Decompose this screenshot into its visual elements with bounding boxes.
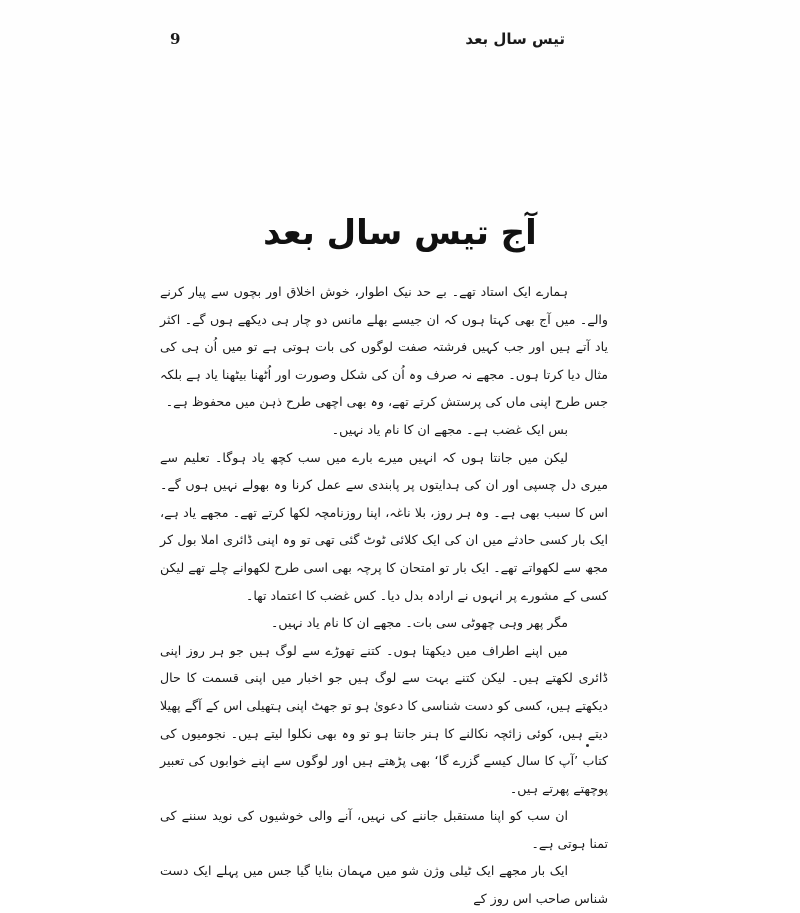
chapter-title: آج تیس سال بعد xyxy=(263,212,537,253)
running-header xyxy=(170,30,610,54)
scan-speck xyxy=(586,744,589,747)
page-number: 9 xyxy=(170,30,181,48)
paragraph: لیکن میں جانتا ہوں کہ انہیں میرے بارے میں سب کچھ یاد ہوگا۔ تعلیم سے میری دل چسپی اور ان کی ہدایتوں پر پابندی سے عمل کرنا وہ بھولے نہیں ہوں گے۔ اس کا سبب بھی ہے۔ وہ ہر روز، بلا ناغہ، اپنا روزنامچہ لکھا کرتے تھے۔ مجھے یاد ہے، ایک بار کسی حادثے میں ان کی ایک کلائی ٹوٹ گئی تھی تو وہ اپنی ڈائری املا بول کر مجھ سے لکھواتے تھے۔ ایک بار تو امتحان کا پرچہ بھی اسی طرح لکھوانے چلے تھے لیکن کسی کے مشورے پر انہوں نے ارادہ بدل دیا۔ کس غضب کا اعتماد تھا۔ xyxy=(160,449,608,603)
paragraph: مگر پھر وہی چھوٹی سی بات۔ مجھے ان کا نام یاد نہیں۔ xyxy=(270,615,568,631)
running-title: تیس سال بعد xyxy=(465,30,565,48)
paragraph: ہمارے ایک استاد تھے۔ بے حد نیک اطوار، خوش اخلاق اور بچوں سے پیار کرنے والے۔ میں آج بھی کہتا ہوں کہ ان جیسے بھلے مانس دو چار ہی دیکھے ہوں گے۔ اکثر یاد آتے ہیں اور جب کہیں فرشتہ صفت لوگوں کی بات ہوتی ہے تو میں اُن ہی کی مثال دیا کرتا ہوں۔ مجھے نہ صرف وہ اُن کی شکل وصورت اور اُٹھنا بیٹھنا یاد ہے بلکہ جس طرح اپنی ماں کی پرستش کرتے تھے، وہ بھی اچھی طرح ذہن میں محفوظ ہے۔ xyxy=(160,284,608,410)
paragraph: میں اپنے اطراف میں دیکھتا ہوں۔ کتنے تھوڑے سے لوگ ہیں جو ہر روز اپنی ڈائری لکھتے ہیں۔ لیکن کتنے بہت سے لوگ ہیں جو اخبار میں اپنی قسمت کا حال دیکھتے ہیں، کسی کو دست شناسی کا دعویٰ ہو تو جھٹ اپنی ہتھیلی اس کے آگے پھیلا دیتے ہیں، کوئی زائچہ نکالنے کا ہنر جانتا ہو تو وہ بھی نکلوا لیتے ہیں۔ نجومیوں کی کتاب ’آپ کا سال کیسے گزرے گا‘ بھی پڑھتے ہیں اور لوگوں سے اپنے خوابوں کی تعبیر پوچھتے پھرتے ہیں۔ xyxy=(160,642,608,796)
chapter-body xyxy=(160,278,608,913)
paragraph: بس ایک غضب ہے۔ مجھے ان کا نام یاد نہیں۔ xyxy=(331,421,568,437)
paragraph: ان سب کو اپنا مستقبل جاننے کی نہیں، آنے والی خوشیوں کی نوید سننے کی تمنا ہوتی ہے۔ xyxy=(160,808,608,851)
paragraph: ایک بار مجھے ایک ٹیلی وژن شو میں مہمان بنایا گیا جس میں پہلے ایک دست شناس صاحب اس روز کے xyxy=(160,863,608,907)
